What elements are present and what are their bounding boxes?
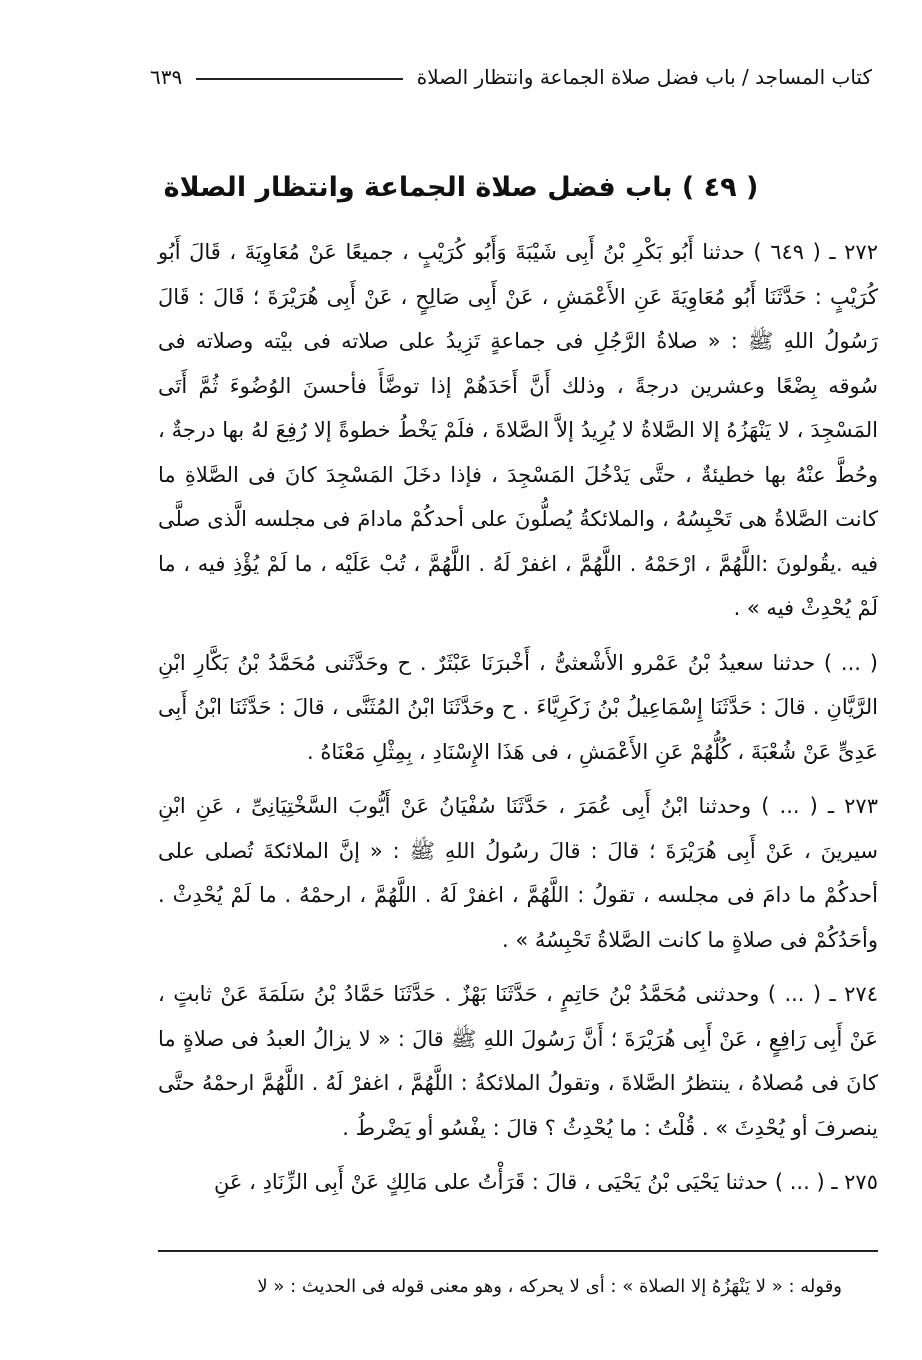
footnote-divider — [158, 1250, 878, 1252]
hadith-paragraph: ٢٧٢ ـ ( ٦٤٩ ) حدثنا أَبُو بَكْرِ بْنُ أَبِى شَيْبَةَ وَأَبُو كُرَيْبٍ ، جميعًا عَنْ مُعَاوِيَةَ ، قَالَ أَبُو كُرَيْبٍ : حَدَّثَنَا أَبُو مُعَاوِيَةَ عَنِ الأَعْمَشِ ، عَنْ أَبِى صَالِحٍ ، عَنْ أَبِى هُرَيْرَةَ ؛ قَالَ : قَالَ رَسُولُ اللهِ ﷺ : « صلاةُ الرَّجُلِ فى جماعةٍ تَزِيدُ على صلاته فى بيْته وصلاته فى سُوقه بِضْعًا وعشرين درجةً ، وذلك أَنَّ أَحَدَهُمْ إذا توضَّأَ فأحسنَ الوُضُوءَ ثُمَّ أَتَى المَسْجِدَ ، لا يَنْهَزُهُ إلا الصَّلاةُ لا يُرِيدُ إلاَّ الصَّلاةَ ، فلَمْ يَخْطُ خطوةً إلا رُفِعَ لهُ بها درجةٌ ، وحُطَّ عنْهُ بها خطيئةٌ ، حتَّى يَدْخُلَ المَسْجِدَ ، فإذا دخَلَ المَسْجِدَ كانَ فى الصَّلاةِ ما كانت الصَّلاةُ هى تَحْبِسُهُ ، والملائكةُ يُصلُّونَ على أحدكُمْ مادامَ فى مجلسه الَّذى صلَّى فيه .يقُولونَ :اللَّهُمَّ ، ارْحَمْهُ . اللَّهُمَّ ، اغفرْ لَهُ . اللَّهُمَّ ، تُبْ عَلَيْه ، ما لَمْ يُؤْذِ فيه ، ما لَمْ يُحْدِثْ فيه » . — [158, 240, 878, 620]
chapter-heading: ( ٤٩ ) باب فضل صلاة الجماعة وانتظار الصلاة — [163, 172, 759, 203]
running-header — [150, 62, 872, 92]
main-text — [158, 230, 878, 1215]
running-header-title: كتاب المساجد / باب فضل صلاة الجماعة وانتظار الصلاة — [416, 65, 872, 89]
page-number: ٦٣٩ — [150, 65, 183, 89]
header-rule — [196, 78, 402, 80]
hadith-paragraph: ٢٧٤ ـ ( ... ) وحدثنى مُحَمَّدُ بْنُ حَاتِمٍ ، حَدَّثَنَا بَهْزٌ . حَدَّثَنَا حَمَّادُ بْنُ سَلَمَةَ عَنْ ثابتٍ ، عَنْ أَبِى رَافِعٍ ، عَنْ أَبِى هُرَيْرَةَ ؛ أَنَّ رَسُولَ اللهِ ﷺ قالَ : « لا يزالُ العبدُ فى صلاةٍ ما كانَ فى مُصلاهُ ، ينتظرُ الصَّلاةَ ، وتقولُ الملائكةُ : اللَّهُمَّ ، اغفرْ لَهُ . اللَّهُمَّ ارحمْهُ حتَّى ينصرفَ أو يُحْدِثَ » . قُلْتُ : ما يُحْدِثُ ؟ قالَ : يفْسُو أو يَضْرطُ . — [158, 982, 878, 1140]
footnote: وقوله : « لا يَنْهَزُهُ إلا الصلاة » : أى لا يحركه ، وهو معنى قوله فى الحديث : « لا — [257, 1276, 842, 1297]
hadith-paragraph: ٢٧٣ ـ ( ... ) وحدثنا ابْنُ أَبِى عُمَرَ ، حَدَّثَنَا سُفْيَانُ عَنْ أَيُّوبَ السَّخْتِيَانِىِّ ، عَنِ ابْنِ سيرينَ ، عَنْ أَبِى هُرَيْرَةَ ؛ قالَ : قالَ رسُولُ اللهِ ﷺ : « إنَّ الملائكةَ تُصلى على أحدكُمْ ما دامَ فى مجلسه ، تقولُ : اللَّهُمَّ ، اغفرْ لَهُ . اللَّهُمَّ ، ارحمْهُ . ما لَمْ يُحْدِثْ . وأحَدُكُمْ فى صلاةٍ ما كانت الصَّلاةُ تَحْبِسُهُ » . — [158, 794, 878, 952]
hadith-paragraph: ٢٧٥ ـ ( ... ) حدثنا يَحْيَى بْنُ يَحْيَى ، قالَ : قَرَأْتُ على مَالِكٍ عَنْ أَبِى الزِّنَادِ ، عَنِ — [213, 1170, 878, 1194]
hadith-paragraph: ( ... ) حدثنا سعيدُ بْنُ عَمْرو الأَشْعثىُّ ، أَخْبرَنَا عَبْثَرٌ . ح وحَدَّثَنى مُحَمَّدُ بْنُ بَكَّارِ ابْنِ الرَّيَّانِ . قالَ : حَدَّثَنَا إِسْمَاعِيلُ بْنُ زَكَرِيَّاءَ . ح وحَدَّثَنَا ابْنُ المُثَنَّى ، قالَ : حَدَّثَنَا ابْنُ أَبِى عَدِىٍّ عَنْ شُعْبَةَ ، كُلُّهُمْ عَنِ الأَعْمَشِ ، فى هَذَا الإِسْنَادِ ، بِمِثْلِ مَعْنَاهُ . — [158, 650, 878, 764]
